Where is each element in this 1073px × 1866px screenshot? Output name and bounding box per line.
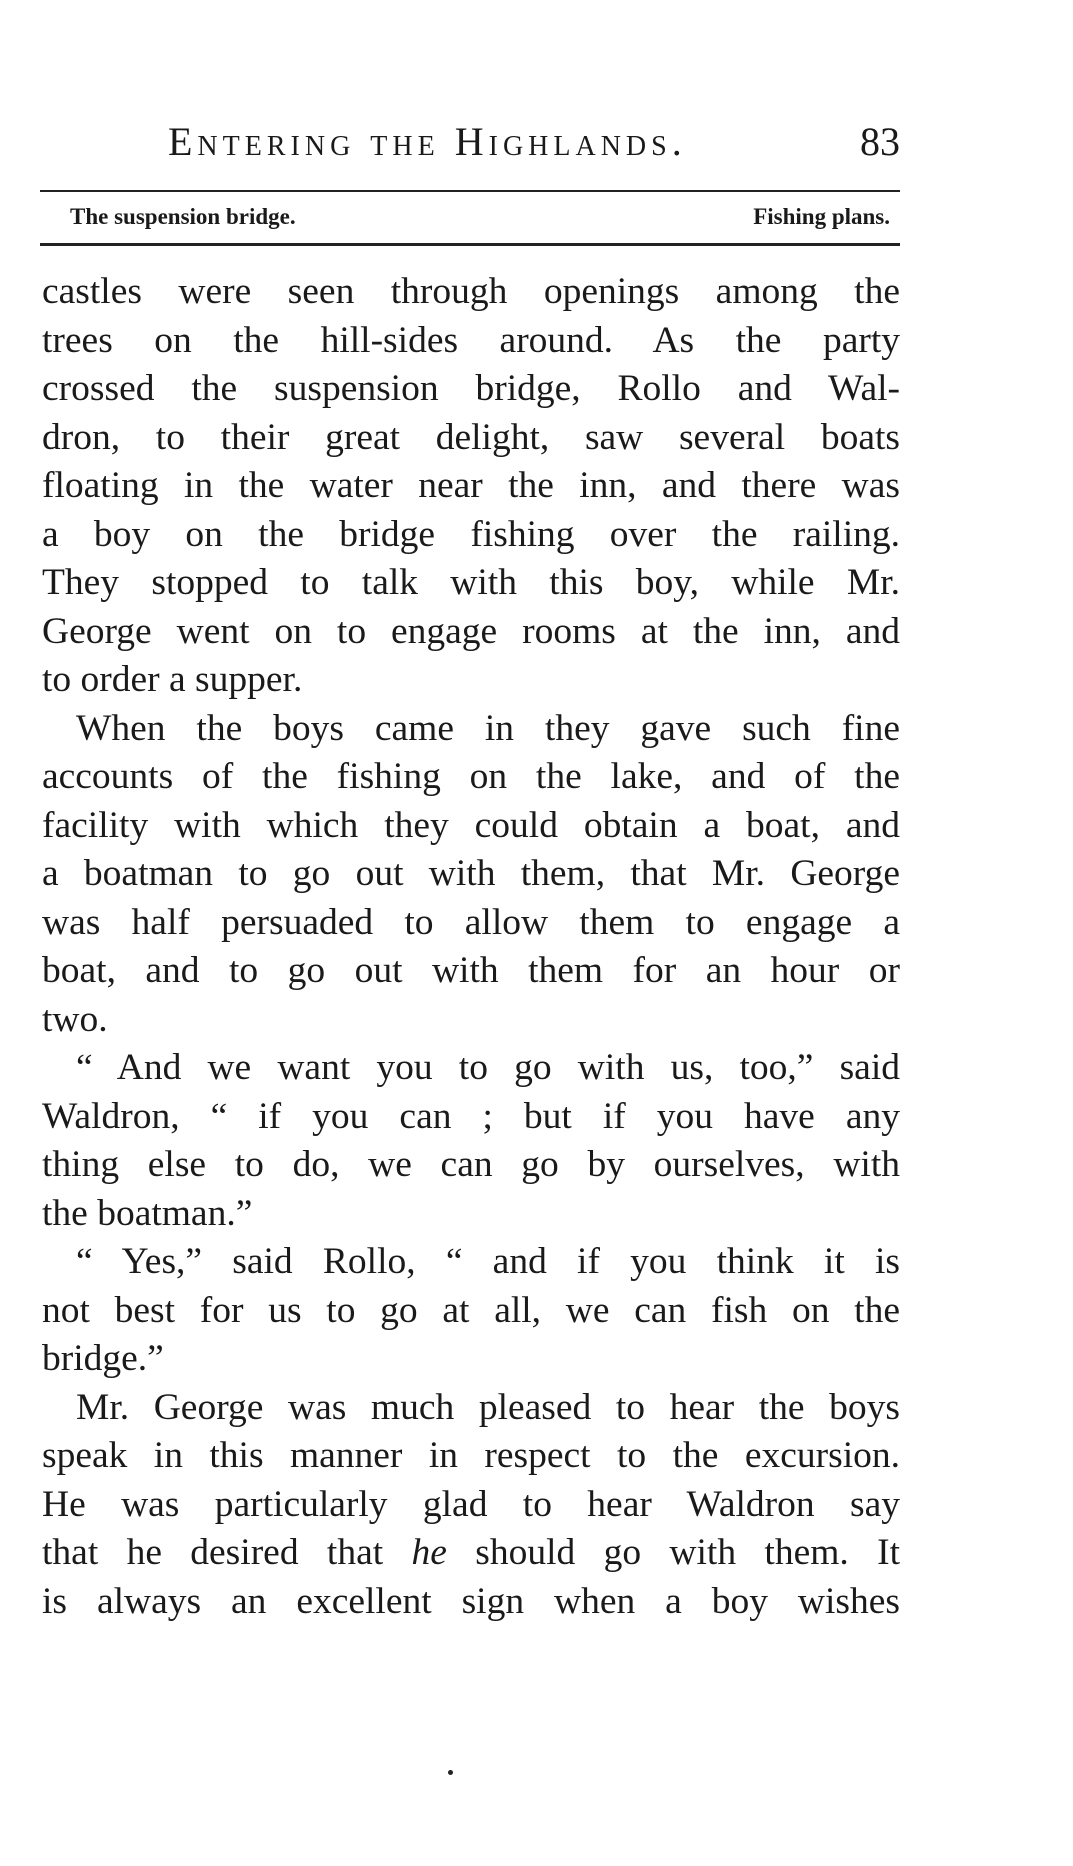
text-line: is always an excellent sign when a boy wishes (42, 1580, 900, 1622)
text-line: trees on the hill-sides around. As the party (42, 319, 900, 361)
header-rule-top (40, 190, 900, 192)
text-line: accounts of the fishing on the lake, and of the (42, 756, 900, 797)
text-line: bridge.” (42, 1338, 164, 1379)
text-line: They stopped to talk with this boy, while Mr. (42, 562, 900, 603)
text-segment: should go with them. It (475, 1532, 901, 1573)
text-line: George went on to engage rooms at the inn, and (42, 610, 900, 652)
text-line: the boatman.” (42, 1192, 253, 1234)
text-line: thing else to do, we can go by ourselves, with (42, 1144, 900, 1185)
text-line: a boatman to go out with them, that Mr. George (42, 853, 900, 894)
text-line: floating in the water near the inn, and there was (42, 465, 900, 506)
text-line: a boy on the bridge fishing over the railing. (42, 513, 900, 555)
text-line: When the boys came in they gave such fine (76, 707, 900, 749)
text-line: castles were seen through openings among the (42, 271, 900, 312)
header-rule-bottom (40, 243, 900, 246)
text-line: He was particularly glad to hear Waldron say (42, 1483, 900, 1525)
subhead-right: Fishing plans. (753, 204, 890, 229)
text-line: facility with which they could obtain a boat, and (42, 804, 900, 846)
running-title: Entering the Highlands. (168, 119, 687, 164)
text-line: not best for us to go at all, we can fish on the (42, 1289, 900, 1331)
body-text (42, 268, 900, 1626)
text-line: to order a supper. (42, 659, 303, 700)
text-segment: that he desired that (42, 1532, 384, 1573)
ink-dot (448, 1770, 453, 1775)
subheads (70, 204, 890, 234)
text-line-mixed (42, 1529, 900, 1578)
text-line: Waldron, “ if you can ; but if you have any (42, 1095, 900, 1137)
text-line: speak in this manner in respect to the excursion. (42, 1435, 900, 1476)
text-line: dron, to their great delight, saw several boats (42, 416, 900, 458)
subhead-left: The suspension bridge. (70, 204, 296, 229)
text-line: “ And we want you to go with us, too,” said (76, 1047, 900, 1088)
italic-word: he (411, 1532, 447, 1573)
text-line: was half persuaded to allow them to engage a (42, 901, 900, 943)
page-number: 83 (860, 119, 900, 164)
text-line: boat, and to go out with them for an hour or (42, 950, 900, 991)
text-line: “ Yes,” said Rollo, “ and if you think it is (76, 1241, 900, 1282)
running-head (40, 118, 900, 168)
text-line: two. (42, 998, 108, 1040)
text-line: Mr. George was much pleased to hear the boys (76, 1386, 900, 1428)
text-line: crossed the suspension bridge, Rollo and Wal- (42, 368, 900, 409)
